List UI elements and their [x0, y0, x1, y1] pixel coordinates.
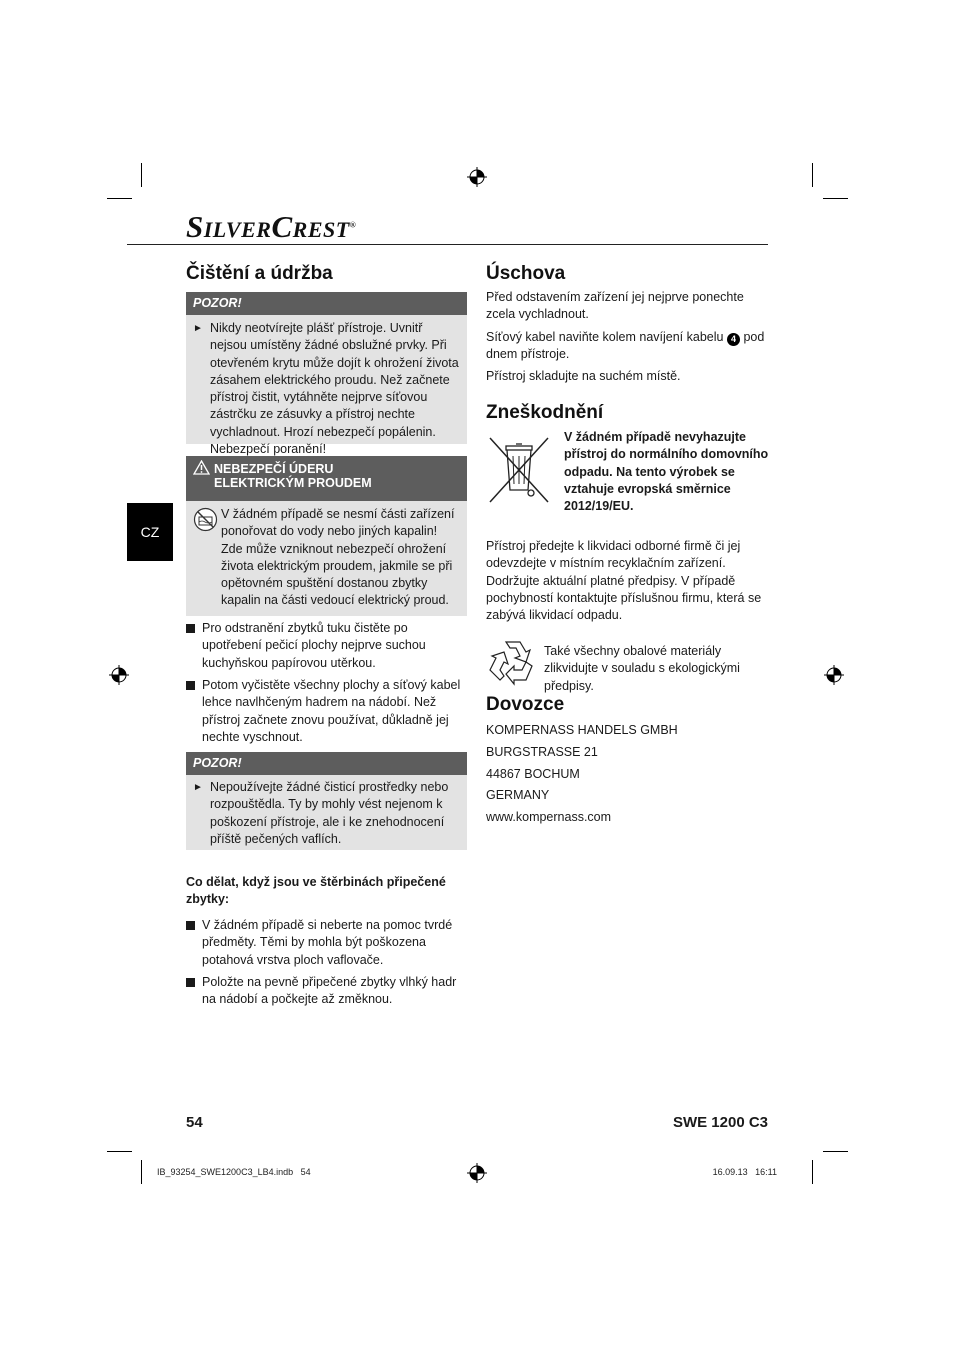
crop-mark [812, 1160, 813, 1184]
warning-item [186, 779, 461, 848]
square-bullet-icon [186, 978, 195, 987]
paragraph: Přístroj skladujte na suchém místě. [486, 369, 681, 384]
list-item-text: Pro odstranění zbytků tuku čistěte po upotřebení pečicí plochy nejprve suchou kuchyňskou papírovou utěrkou. [202, 621, 426, 670]
arrow-right-icon: ► [193, 323, 203, 334]
danger-header [186, 456, 467, 501]
section-heading-importer: Dovozce [486, 694, 565, 715]
list-item [186, 620, 466, 672]
warning-header: POZOR! [186, 292, 467, 315]
crop-mark [823, 1151, 848, 1152]
crop-mark [141, 163, 142, 187]
registration-mark-icon [467, 1163, 487, 1183]
crop-mark [823, 198, 848, 199]
paragraph: Před odstavením zařízení jej nejprve ponechte zcela vychladnout. [486, 290, 744, 322]
warning-box [186, 775, 467, 850]
subheading-residue: Co dělat, když jsou ve štěrbinách připečené zbytky: [186, 875, 446, 907]
list-item-text: Položte na pevně připečené zbytky vlhký hadr na nádobí a počkejte až změknou. [202, 975, 457, 1007]
crop-mark [141, 1160, 142, 1184]
cable-winder-number-badge: 4 [727, 333, 740, 346]
paragraph-text: pod dnem přístroje. [486, 329, 765, 361]
square-bullet-icon [186, 681, 195, 690]
warning-item [186, 320, 461, 458]
importer-address [486, 720, 768, 829]
crop-mark [812, 163, 813, 187]
section-heading-cleaning: Čištění a údržba [186, 263, 333, 284]
address-line: BURGSTRASSE 21 [486, 744, 598, 759]
warning-text: Nikdy neotvírejte plášť přístroje. Uvnitř nejsou umístěny žádné obslužné prvky. Při otevřeném krytu může dojít k ohrožení života zásahem elektrického proudu. Než začnete přístroj čistit, vytáhněte nejprve síťovou zástrčku ze zásuvky a přístroj nechte vychladnout. Hrozí nebezpečí popálenin. Nebezpečí poranění! [210, 321, 459, 457]
registration-mark-icon [467, 167, 487, 187]
arrow-right-icon: ► [193, 782, 203, 793]
print-slug-file: IB_93254_SWE1200C3_LB4.indb 54 [157, 1167, 311, 1177]
list-item [186, 677, 466, 746]
crossed-out-wheelie-bin-icon [486, 436, 552, 506]
recycle-text: Také všechny obalové materiály zlikvidujte v souladu s ekologickými předpisy. [544, 644, 740, 693]
brand-logo [186, 209, 356, 245]
warning-triangle-icon [193, 460, 210, 475]
logo-registered: ® [349, 220, 357, 230]
danger-box [186, 501, 467, 616]
list-item [186, 917, 466, 969]
registration-mark-icon [824, 665, 844, 685]
address-line: KOMPERNASS HANDELS GMBH [486, 723, 678, 737]
warning-text: Nepoužívejte žádné čisticí prostředky nebo rozpouštědla. Ty by mohly vést nejenom k poškození přístroje, ale i ke znehodnocení příště pečených vaflích. [210, 780, 449, 846]
registration-mark-icon [109, 665, 129, 685]
list-item-text: Potom vyčistěte všechny plochy a síťový kabel lehce navlhčeným hadrem na nádobí. Než přístroj začnete znovu používat, důkladně jej nechte vyschnout. [202, 678, 461, 744]
model-number: SWE 1200 C3 [672, 1114, 768, 1131]
logo-letters: REST [292, 217, 350, 242]
page-number: 54 [186, 1114, 203, 1131]
crop-mark [107, 198, 132, 199]
address-line: GERMANY [486, 788, 550, 803]
crop-mark [107, 1151, 132, 1152]
list-item [186, 974, 466, 1009]
print-slug-date: 16.09.13 16:11 [712, 1167, 777, 1177]
square-bullet-icon [186, 921, 195, 930]
warning-box [186, 315, 467, 457]
no-water-immersion-icon [193, 507, 218, 532]
logo-letters: ILVER [203, 217, 272, 242]
language-tab: CZ [127, 503, 173, 561]
logo-letter: S [186, 209, 204, 244]
danger-title: ELEKTRICKÝM PROUDEM [214, 476, 372, 490]
paragraph [486, 329, 768, 364]
list-item-text: V žádném případě si neberte na pomoc tvrdé předměty. Těmi by mohla být poškozena potahová vrstva ploch vaflovače. [202, 918, 453, 967]
danger-title: NEBEZPEČÍ ÚDERU [214, 462, 334, 476]
storage-text [486, 289, 768, 385]
disposal-warning: V žádném případě nevyhazujte přístroj do normálního domovního odpadu. Na tento výrobek se vztahuje evropská směrnice 2012/19/EU. [564, 430, 769, 514]
disposal-text: Přístroj předejte k likvidaci odborné firmě či jej odevzdejte v místním recyklačním zařízení. Dodržujte aktuální platné předpisy. V případě pochybností kontaktujte příslušnou firmu, která se zabývá likvidací odpadu. [486, 539, 762, 623]
section-heading-disposal: Zneškodnění [486, 402, 604, 423]
danger-text: V žádném případě se nesmí části zařízení ponořovat do vody nebo jiných kapalin! Zde může vzniknout nebezpečí ohrožení života elektrickým proudem, jakmile se při opětovném spuštění dostanou zbytky kapalin na části vedoucí elektrický proud. [221, 507, 455, 608]
header-rule [127, 244, 768, 245]
recycling-icon [486, 636, 540, 688]
paragraph-text: Síťový kabel naviňte kolem navíjení kabelu [486, 329, 724, 344]
logo-letter: C [271, 209, 293, 244]
square-bullet-icon [186, 624, 195, 633]
section-heading-storage: Úschova [486, 263, 566, 284]
address-line: 44867 BOCHUM [486, 766, 580, 781]
warning-header: POZOR! [186, 752, 467, 775]
website-text: www.kompernass.com [486, 810, 612, 825]
